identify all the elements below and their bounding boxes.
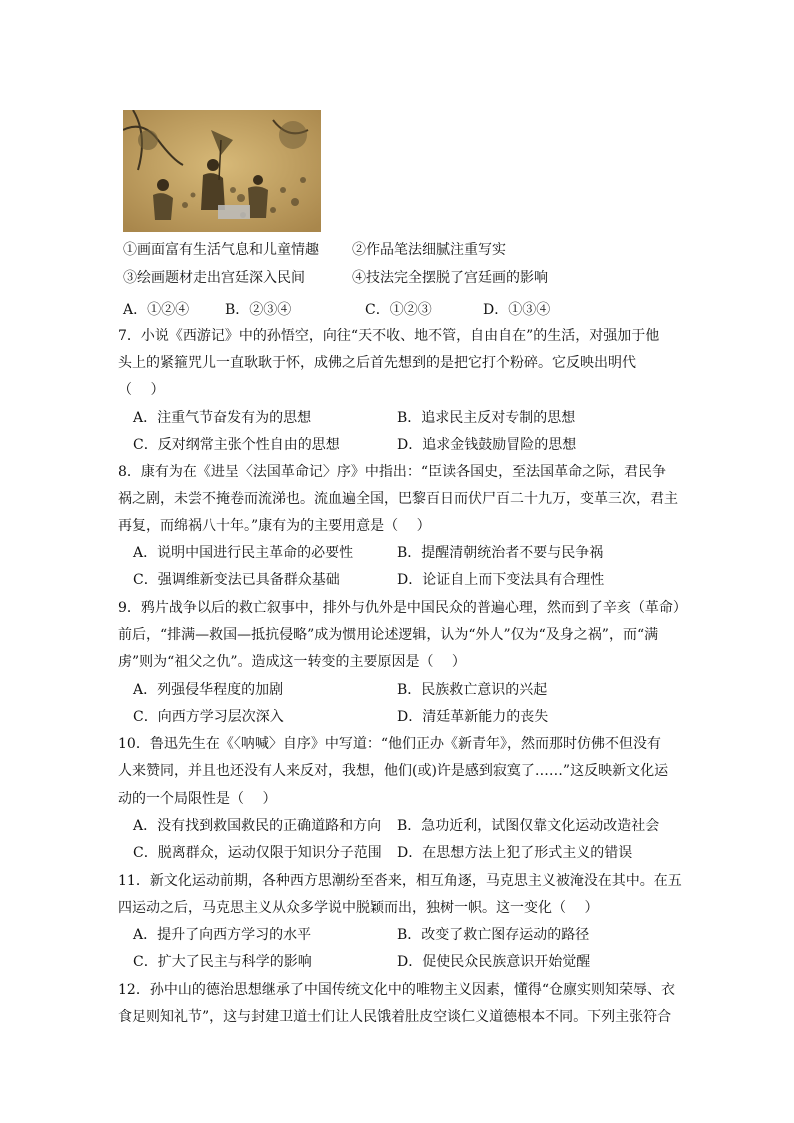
q6-option-d: D．①③④ [483,302,551,318]
q7-option-d: D．追求金钱鼓励冒险的思想 [397,437,577,453]
q10-option-c: C．脱离群众，运动仅限于知识分子范围 [133,845,382,861]
q6-statement-2: ②作品笔法细腻注重写实 [352,242,506,258]
q7-line-3: （ ） [118,382,165,398]
q8-line-1: 8．康有为在《进呈〈法国革命记〉序》中指出：“臣读各国史，至法国革命之际，君民争 [118,464,667,480]
q7-line-1: 7．小说《西游记》中的孙悟空，向往“天不收、地不管，自由自在”的生活，对强加于他 [118,328,660,344]
q8-line-3: 再复，而绵祸八十年。”康有为的主要用意是（ ） [118,518,431,534]
q9-option-b: B．民族救亡意识的兴起 [397,682,548,698]
q6-option-c: C．①②③ [365,302,432,318]
q11-option-a: A．提升了向西方学习的水平 [133,927,312,943]
q9-line-1: 9．鸦片战争以后的救亡叙事中，排外与仇外是中国民众的普遍心理，然而到了辛亥（革命） [118,600,687,616]
q10-line-3: 动的一个局限性是（ ） [118,791,277,807]
q12-line-1: 12．孙中山的德治思想继承了中国传统文化中的唯物主义因素，懂得“仓廪实则知荣辱、衣 [118,982,675,998]
q9-option-a: A．列强侵华程度的加剧 [133,682,284,698]
q10-option-b: B．急功近利，试图仅靠文化运动改造社会 [397,818,660,834]
q10-line-2: 人来赞同，并且也还没有人来反对，我想，他们(或)许是感到寂寞了……”这反映新文化运 [118,763,669,779]
q6-statement-1: ①画面富有生活气息和儿童情趣 [123,242,319,258]
q6-statement-4: ④技法完全摆脱了宫廷画的影响 [352,270,548,286]
q8-line-2: 祸之剧，未尝不掩卷而流涕也。流血遍全国，巴黎百日而伏尸百二十九万，变革三次，君主 [118,491,678,507]
q11-option-b: B．改变了救亡图存运动的路径 [397,927,590,943]
q11-line-1: 11．新文化运动前期，各种西方思潮纷至沓来，相互角逐，马克思主义被淹没在其中。在五 [118,873,682,889]
q10-option-a: A．没有找到救国救民的正确道路和方向 [133,818,382,834]
ancient-painting-image [123,110,321,232]
q9-option-c: C．向西方学习层次深入 [133,709,284,725]
painting-illustration [123,110,321,232]
q7-option-a: A．注重气节奋发有为的思想 [133,410,312,426]
q11-option-c: C．扩大了民主与科学的影响 [133,954,312,970]
q7-line-2: 头上的紧箍咒儿一直耿耿于怀，成佛之后首先想到的是把它打个粉碎。它反映出明代 [118,355,636,371]
q10-line-1: 10．鲁迅先生在《〈呐喊〉自序》中写道：“他们正办《新青年》，然而那时仿佛不但没有 [118,736,661,752]
q6-option-b: B．②③④ [225,302,292,318]
q8-option-b: B．提醒清朝统治者不要与民争祸 [397,545,604,561]
q9-line-3: 虏”则为“祖父之仇”。造成这一转变的主要原因是（ ） [118,654,466,670]
q6-option-a: A．①②④ [123,302,190,318]
q8-option-a: A．说明中国进行民主革命的必要性 [133,545,354,561]
q9-option-d: D．清廷革新能力的丧失 [397,709,549,725]
q12-line-2: 食足则知礼节”，这与封建卫道士们让人民饿着肚皮空谈仁义道德根本不同。下列主张符合 [118,1009,672,1025]
q9-line-2: 前后，“排满—救国—抵抗侵略”成为惯用论述逻辑，认为“外人”仅为“及身之祸”，而“满 [118,627,659,643]
q11-option-d: D．促使民众民族意识开始觉醒 [397,954,591,970]
q8-option-d: D．论证自上而下变法具有合理性 [397,572,605,588]
q8-option-c: C．强调维新变法已具备群众基础 [133,572,340,588]
q7-option-b: B．追求民主反对专制的思想 [397,410,576,426]
q10-option-d: D．在思想方法上犯了形式主义的错误 [397,845,633,861]
q7-option-c: C．反对纲常主张个性自由的思想 [133,437,340,453]
q6-statement-3: ③绘画题材走出宫廷深入民间 [123,270,305,286]
q11-line-2: 四运动之后，马克思主义从众多学说中脱颖而出，独树一帜。这一变化（ ） [118,900,599,916]
